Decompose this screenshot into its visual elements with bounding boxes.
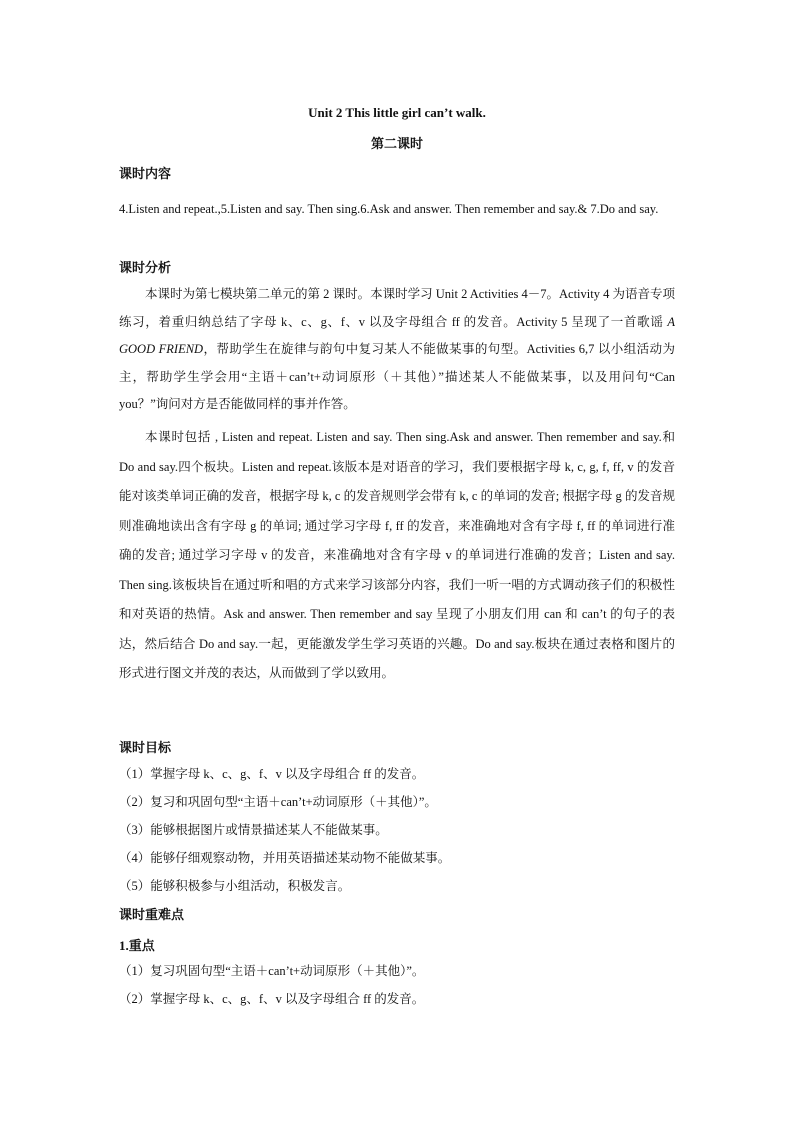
- content-heading: 课时内容: [119, 166, 172, 181]
- list-item: （1）掌握字母 k、c、g、f、v 以及字母组合 ff 的发音。: [119, 767, 425, 781]
- document-title: Unit 2 This little girl can’t walk.: [308, 105, 486, 120]
- list-item: （4）能够仔细观察动物，并用英语描述某动物不能做某事。: [119, 851, 451, 865]
- list-item: （3）能够根据图片或情景描述某人不能做某事。: [119, 823, 388, 837]
- list-item: （2）掌握字母 k、c、g、f、v 以及字母组合 ff 的发音。: [119, 992, 425, 1006]
- objectives-list: [119, 760, 675, 900]
- list-item: （5）能够积极参与小组活动，积极发言。: [119, 879, 351, 893]
- list-item: （1）复习巩固句型“主语＋can’t+动词原形（＋其他）”。: [119, 964, 425, 978]
- content-text: 4.Listen and repeat.,5.Listen and say. Then sing.6.Ask and answer. Then remember and say.& 7.Do and say.: [119, 202, 659, 216]
- analysis-paragraph-1: [119, 281, 675, 419]
- focus-list: [119, 957, 675, 1013]
- analysis-paragraph-2: 本课时包括 , Listen and repeat. Listen and say. Then sing.Ask and answer. Then remember and say.和 Do and say.四个板块。Listen and repeat.该版本是对语音的学习，我们要根据字母 k, c, g, f, ff, v 的发音能对该类单词正确的发音，根据字母 k, c 的发音规则学会带有 k, c 的单词的发音; 根据字母 g 的发音规则准确地读出含有字母 g 的单词; 通过学习字母 f, ff 的发音，来准确地对含有字母 f, ff 的单词进行准确的发音; 通过学习字母 v 的发音，来准确地对含有字母 v 的单词进行准确的发音；Listen and say. Then sing.该板块旨在通过听和唱的方式来学习该部分内容，我们一听一唱的方式调动孩子们的积极性和对英语的热情。Ask and answer. Then remember and say 呈现了小朋友们用 can 和 can’t 的句子的表达，然后结合 Do and say.一起，更能激发学生学习英语的兴趣。Do and say.板块在通过表格和图片的形式进行图文并茂的表达，从而做到了学以致用。: [119, 430, 675, 680]
- lesson-number-heading: 第二课时: [370, 136, 423, 151]
- analysis-text-part-b: ，帮助学生在旋律与韵句中复习某人不能做某事的句型。Activities 6,7 以小组活动为主，帮助学生学会用“主语＋can’t+动词原形（＋其他）”描述某人不能做某事，以及用问句“Can you？”询问对方是否能做同样的事并作答。: [119, 342, 675, 411]
- key-difficult-points-heading: 课时重难点: [119, 907, 185, 922]
- song-title: A GOOD FRIEND: [119, 314, 675, 356]
- objectives-heading: 课时目标: [119, 740, 172, 755]
- analysis-text-part-a: 本课时为第七模块第二单元的第 2 课时。本课时学习 Unit 2 Activities 4－7。Activity 4 为语音专项练习，着重归纳总结了字母 k、c、g、f、v 以及字母组合 ff 的发音。Activity 5 呈现了一首歌谣: [119, 287, 675, 329]
- list-item: （2）复习和巩固句型“主语＋can’t+动词原形（＋其他）”。: [119, 795, 437, 809]
- focus-heading: 1.重点: [119, 938, 155, 953]
- analysis-heading: 课时分析: [119, 260, 172, 275]
